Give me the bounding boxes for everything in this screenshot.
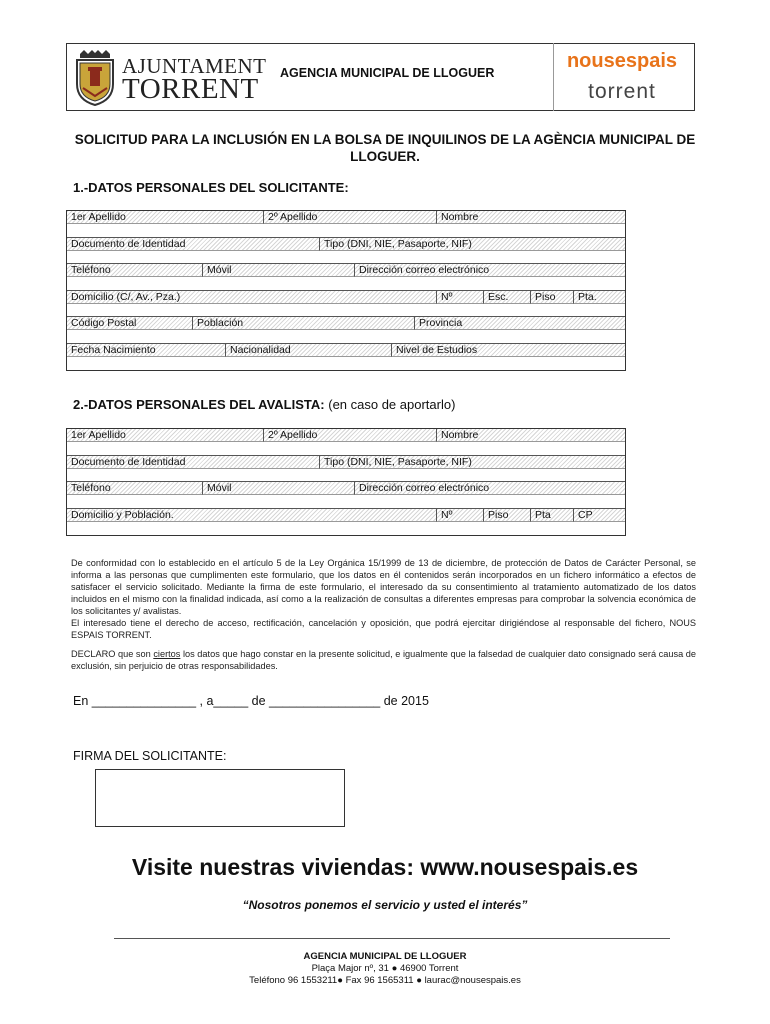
field-numero[interactable]: Nº [436, 291, 483, 304]
declaration-text [71, 648, 696, 672]
field-aval-movil[interactable]: Móvil [202, 482, 354, 495]
table-row [67, 344, 625, 371]
signature-label: FIRMA DEL SOLICITANTE: [73, 749, 227, 763]
footer-divider [114, 938, 670, 939]
brand-divider [553, 43, 554, 111]
field-aval-tipo-documento[interactable]: Tipo (DNI, NIE, Pasaporte, NIF) [319, 456, 625, 469]
table-row [67, 211, 625, 238]
field-aval-cp[interactable]: CP [573, 509, 625, 522]
field-1er-apellido[interactable]: 1er Apellido [67, 211, 263, 224]
field-nivel-estudios[interactable]: Nivel de Estudios [391, 344, 625, 357]
table-row [67, 456, 625, 483]
place-date-line[interactable]: En _______________ , a_____ de ________________ de 2015 [73, 694, 429, 708]
field-piso[interactable]: Piso [530, 291, 573, 304]
field-puerta[interactable]: Pta. [573, 291, 625, 304]
section2-note: (en caso de aportarlo) [328, 397, 456, 412]
signature-box[interactable] [95, 769, 345, 827]
table-row [67, 482, 625, 509]
table-row [67, 429, 625, 456]
table-row [67, 238, 625, 265]
field-aval-nombre[interactable]: Nombre [436, 429, 625, 442]
field-aval-2o-apellido[interactable]: 2º Apellido [263, 429, 436, 442]
field-fecha-nacimiento[interactable]: Fecha Nacimiento [67, 344, 225, 357]
field-provincia[interactable]: Provincia [414, 317, 625, 330]
field-domicilio[interactable]: Domicilio (C/, Av., Pza.) [67, 291, 436, 304]
applicant-data-table [66, 210, 626, 371]
brand-logo-torrent: torrent [588, 80, 656, 103]
field-aval-1er-apellido[interactable]: 1er Apellido [67, 429, 263, 442]
footer-address: Plaça Major nº, 31 ● 46900 Torrent [311, 963, 459, 974]
declaro-underlined: ciertos [153, 649, 181, 659]
table-row [67, 291, 625, 318]
agency-title: AGENCIA MUNICIPAL DE LLOGUER [280, 66, 495, 80]
visit-website-text: Visite nuestras viviendas: www.nousespais.es [131, 854, 639, 880]
declaro-post: los datos que hago constar en la presente solicitud, e igualmente que la falsedad de cualquier dato consignado será causa de exclusión, sin perjuicio de otras responsabilidades. [71, 649, 696, 671]
guarantor-data-table [66, 428, 626, 536]
footer-agency-name: AGENCIA MUNICIPAL DE LLOGUER [303, 951, 467, 962]
field-aval-numero[interactable]: Nº [436, 509, 483, 522]
field-aval-piso[interactable]: Piso [483, 509, 530, 522]
section1-title: 1.-DATOS PERSONALES DEL SOLICITANTE: [73, 180, 349, 195]
legal-paragraph-2: El interesado tiene el derecho de acceso, rectificación, cancelación y oposición, que podrá ejercitar dirigiéndose al responsable del fichero, NOUS ESPAIS TORRENT. [71, 618, 696, 640]
slogan: “Nosotros ponemos el servicio y usted el interés” [242, 898, 528, 912]
logo-torrent: TORRENT [122, 73, 259, 105]
table-row [67, 317, 625, 344]
brand-logo-nousespais: nousespais [566, 50, 678, 72]
field-aval-domicilio-poblacion[interactable]: Domicilio y Población. [67, 509, 436, 522]
field-telefono[interactable]: Teléfono [67, 264, 202, 277]
declaro-pre: DECLARO que son [71, 649, 154, 659]
logo-ajuntament: AJUNTAMENT [122, 54, 267, 78]
table-row [67, 264, 625, 291]
legal-paragraph-1: De conformidad con lo establecido en el artículo 5 de la Ley Orgánica 15/1999 de 13 de diciembre, de protección de Datos de Carácter Personal, se informa a las personas que cumplimenten este formulario, que los datos en él contenidos serán incorporados en un fichero informático a efectos de satisfacer el servicio solicitado. Mediante la firma de este formulario, el interesado da su consentimiento al tratamiento automatizado de los datos incluidos en el mismo con la finalidad indicada, así como a la realización de consultas a diferentes empresas para comprobar la solvencia económica de los solicitantes y/ avalistas. [71, 558, 696, 616]
field-aval-puerta[interactable]: Pta [530, 509, 573, 522]
field-tipo-documento[interactable]: Tipo (DNI, NIE, Pasaporte, NIF) [319, 238, 625, 251]
field-aval-telefono[interactable]: Teléfono [67, 482, 202, 495]
field-aval-correo-electronico[interactable]: Dirección correo electrónico [354, 482, 625, 495]
field-movil[interactable]: Móvil [202, 264, 354, 277]
field-nombre[interactable]: Nombre [436, 211, 625, 224]
field-correo-electronico[interactable]: Dirección correo electrónico [354, 264, 625, 277]
field-codigo-postal[interactable]: Código Postal [67, 317, 192, 330]
field-nacionalidad[interactable]: Nacionalidad [225, 344, 391, 357]
torrent-coat-of-arms-icon [74, 50, 116, 106]
section2-title-text: 2.-DATOS PERSONALES DEL AVALISTA: [73, 397, 325, 412]
form-title: SOLICITUD PARA LA INCLUSIÓN EN LA BOLSA DE INQUILINOS DE LA AGÈNCIA MUNICIPAL DE LLOGUER. [74, 132, 696, 164]
field-2o-apellido[interactable]: 2º Apellido [263, 211, 436, 224]
section2-title [73, 397, 455, 412]
footer-contact: Teléfono 96 1553211● Fax 96 1565311 ● laurac@nousespais.es [249, 975, 521, 986]
field-escalera[interactable]: Esc. [483, 291, 530, 304]
field-poblacion[interactable]: Población [192, 317, 414, 330]
field-aval-documento-identidad[interactable]: Documento de Identidad [67, 456, 319, 469]
field-documento-identidad[interactable]: Documento de Identidad [67, 238, 319, 251]
data-protection-notice [71, 557, 696, 641]
table-row [67, 509, 625, 536]
